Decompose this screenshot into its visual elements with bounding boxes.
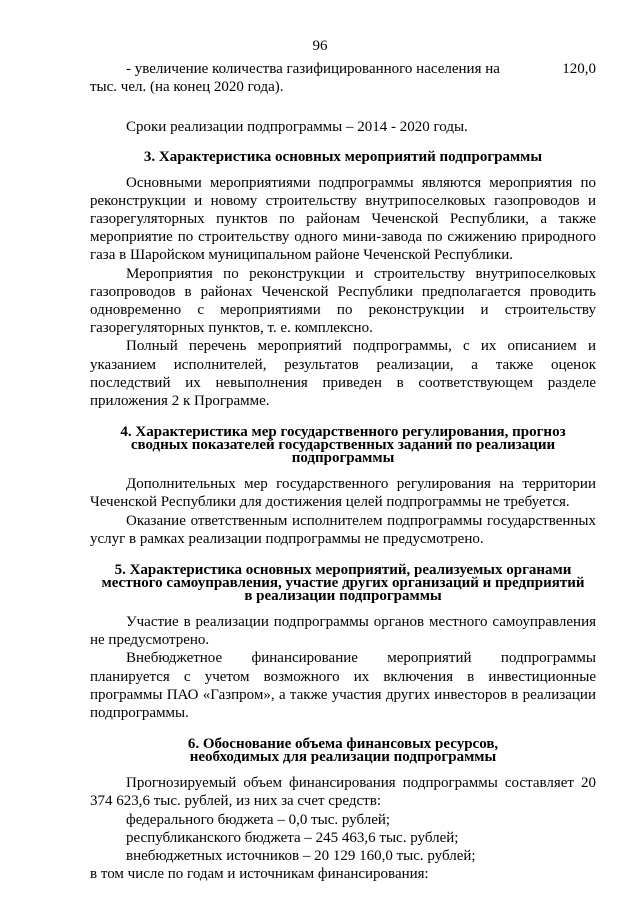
page-number: 96 — [312, 38, 328, 54]
section-5-paragraph-2: Внебюджетное финансирование мероприятий подпрограммы планируется с учетом возможного их включения в инвестиционные программы ПАО «Газпром», а также участия других инвесторов в реализации подпрограммы. — [90, 650, 596, 722]
section-5-heading-line-1: 5. Характеристика основных мероприятий, реализуемых органами — [114, 562, 572, 579]
indicator-text: - увеличение количества газифицированного населения на — [126, 61, 500, 77]
section-5-heading-line-3: в реализации подпрограммы — [244, 588, 442, 605]
section-6-paragraph-1: Прогнозируемый объем финансирования подпрограммы составляет 20 374 623,6 тыс. рублей, из них за счет средств: — [90, 775, 596, 810]
funding-federal: федерального бюджета – 0,0 тыс. рублей; — [126, 811, 391, 828]
section-3-paragraph-1: Основными мероприятиями подпрограммы являются мероприятия по реконструкции и новому строительству внутрипоселковых газопроводов и газорегуляторных пунктов по районам Чеченской Республики, а также мероприятие по строительству одного мини-завода по сжижению природного газа в Шаройском муниципальном районе Чеченской Республики. — [90, 174, 596, 264]
section-4-paragraph-1: Дополнительных мер государственного регулирования на территории Чеченской Республики для достижения целей подпрограммы не требуется. — [90, 476, 596, 511]
section-3-paragraph-2: Мероприятия по реконструкции и строительству внутрипоселковых газопроводов в районах Чеченской Республики предполагается проводить одновременно с мероприятиями по реконструкции и строительству газорегуляторных пунктов, т. е. комплексно. — [90, 265, 596, 337]
section-3-heading: 3. Характеристика основных мероприятий подпрограммы — [143, 148, 543, 165]
section-4-paragraph-2: Оказание ответственным исполнителем подпрограммы государственных услуг в рамках реализации подпрограммы не предусмотрено. — [90, 512, 596, 547]
section-4-heading-line-3: подпрограммы — [291, 450, 395, 467]
section-6-heading-line-1: 6. Обоснование объема финансовых ресурсов, — [187, 736, 499, 753]
section-6-heading — [90, 738, 596, 764]
page-content — [90, 60, 596, 884]
indicator-value: 120,0 — [562, 61, 596, 77]
funding-by-years-intro: в том числе по годам и источникам финансирования: — [90, 866, 429, 883]
section-5-heading-line-2: местного самоуправления, участие других организаций и предприятий — [101, 575, 585, 592]
section-3-paragraph-3: Полный перечень мероприятий подпрограммы, с их описанием и указанием исполнителей, результатов реализации, а также оценок последствий их невыполнения приведен в соответствующем разделе приложения 2 к Программе. — [90, 338, 596, 410]
section-6-heading-line-2: необходимых для реализации подпрограммы — [189, 749, 497, 766]
indicator-continuation: тыс. чел. (на конец 2020 года). — [90, 79, 284, 96]
implementation-term: Сроки реализации подпрограммы – 2014 - 2020 годы. — [126, 119, 468, 136]
section-4-heading-line-1: 4. Характеристика мер государственного регулирования, прогноз — [120, 424, 566, 441]
section-5-paragraph-1: Участие в реализации подпрограммы органов местного самоуправления не предусмотрено. — [90, 614, 596, 649]
funding-republican: республиканского бюджета – 245 463,6 тыс. рублей; — [126, 829, 459, 846]
funding-extrabudgetary: внебюджетных источников – 20 129 160,0 тыс. рублей; — [126, 848, 476, 865]
section-5-heading — [90, 564, 596, 603]
section-4-heading — [90, 426, 596, 465]
section-4-heading-line-2: сводных показателей государственных заданий по реализации — [130, 437, 556, 454]
indicator-line — [90, 60, 596, 78]
